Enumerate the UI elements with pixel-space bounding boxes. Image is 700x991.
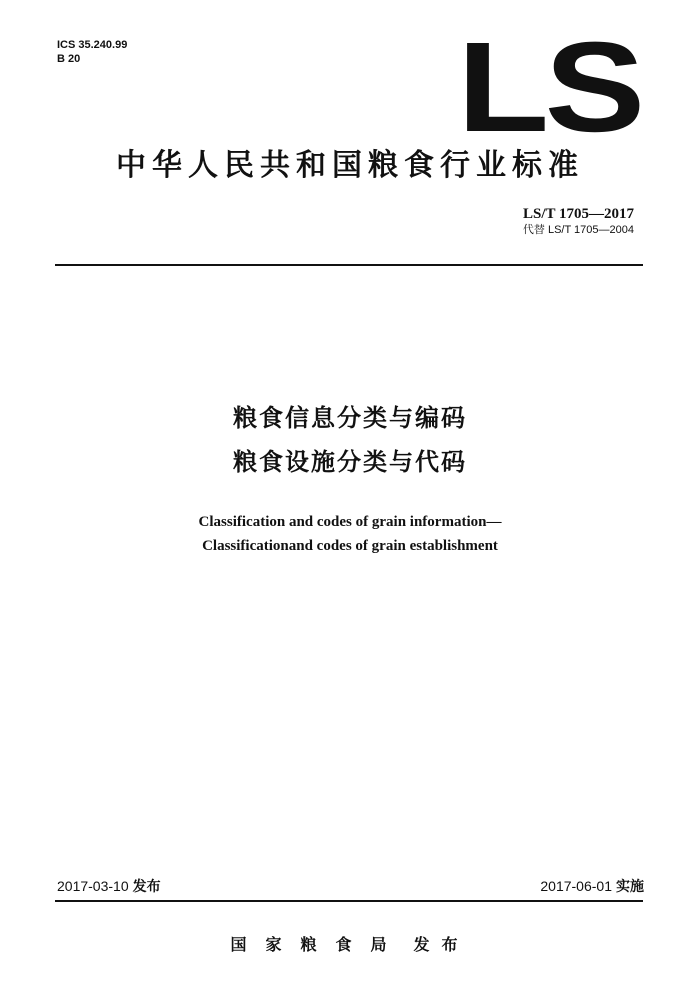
ls-logo: LS — [457, 16, 641, 159]
header-divider — [55, 264, 643, 266]
document-title-en-line1: Classification and codes of grain information— — [198, 514, 502, 530]
document-title-cn-line1: 粮食信息分类与编码 — [233, 404, 467, 432]
document-title-en-line2: Classificationand codes of grain establishment — [202, 538, 498, 554]
standard-code: LS/T 1705—2017 — [523, 206, 634, 222]
publisher-action: 发布 — [413, 935, 470, 954]
standard-code-block — [523, 206, 634, 238]
implement-date-block — [540, 877, 644, 896]
replaces-code: 代替 LS/T 1705—2004 — [522, 224, 634, 236]
standard-title: 中华人民共和国粮食行业标准 — [116, 148, 584, 183]
publisher-organization: 国家粮食局 — [230, 935, 406, 954]
ccs-code: B 20 — [57, 53, 81, 65]
issue-date: 2017-03-10 — [57, 878, 129, 894]
publisher-block — [0, 935, 700, 955]
classification-codes — [57, 38, 127, 66]
footer-divider — [55, 900, 643, 902]
ics-code: ICS 35.240.99 — [57, 39, 128, 51]
issue-date-block — [57, 877, 161, 896]
implement-label: 实施 — [616, 879, 644, 895]
document-title-cn-line2: 粮食设施分类与代码 — [233, 448, 467, 476]
implement-date: 2017-06-01 — [540, 878, 612, 894]
issue-label: 发布 — [132, 879, 161, 895]
